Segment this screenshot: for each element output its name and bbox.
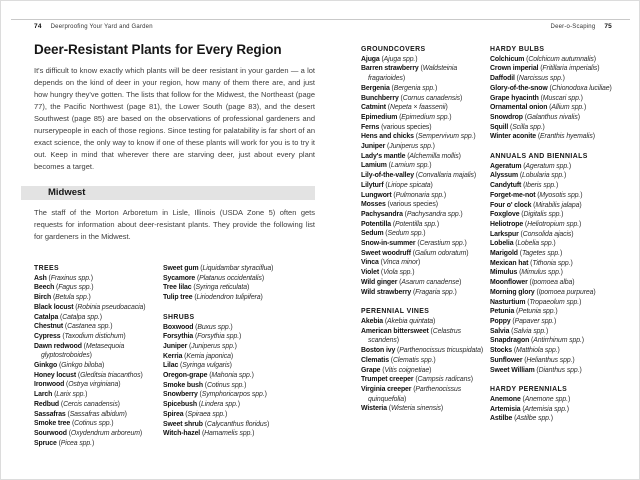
plant-item: Four o' clock (Mirabilis jalapa) xyxy=(490,201,582,209)
plant-item: Tulip tree (Liriodendron tulipifera) xyxy=(163,294,263,302)
plant-item: Squill (Scilla spp.) xyxy=(490,123,545,131)
plant-item: Bergenia (Bergenia spp.) xyxy=(361,84,438,92)
plant-item: Oregon-grape (Mahonia spp.) xyxy=(163,372,254,380)
plant-item: Sourwood (Oxydendrum arboreum) xyxy=(34,429,143,437)
plant-item: Lobelia (Lobelia spp.) xyxy=(490,240,556,248)
plant-item: Spirea (Spiraea spp.) xyxy=(163,410,228,418)
plant-group xyxy=(163,264,315,303)
plant-item: Mimulus (Mimulus spp.) xyxy=(490,269,563,277)
plant-item: Heliotrope (Heliotropium spp.) xyxy=(490,220,582,228)
plant-item: Ageratum (Ageratum spp.) xyxy=(490,162,572,170)
plant-item: Clematis (Clematis spp.) xyxy=(361,356,436,364)
plant-item: Beech (Fagus spp.) xyxy=(34,284,94,292)
page-title: Deer-Resistant Plants for Every Region xyxy=(34,42,282,57)
plant-item: Lamium (Lamium spp.) xyxy=(361,162,432,170)
plant-group-heading: HARDY PERENNIALS xyxy=(490,386,568,394)
section-header-midwest xyxy=(21,186,315,200)
plant-item: Black locust (Robinia pseudoacacia) xyxy=(34,303,146,311)
plant-item: Colchicum (Colchicum autumnalis) xyxy=(490,55,596,63)
section-title: Midwest xyxy=(48,187,86,198)
plant-item: Boston ivy (Parthenocissus tricuspidata) xyxy=(361,347,484,355)
plant-group xyxy=(490,385,616,424)
plant-list-column xyxy=(163,264,315,448)
plant-group-heading: TREES xyxy=(34,265,59,272)
plant-item: Lilac (Syringa vulgaris) xyxy=(163,362,232,370)
plant-item: Sassafras (Sassafras albidum) xyxy=(34,410,127,418)
running-head-right xyxy=(551,23,612,30)
plant-item: Lungwort (Pulmonaria spp.) xyxy=(361,191,447,199)
plant-item: Ferns (various species) xyxy=(361,123,432,131)
plant-item: Larch (Larix spp.) xyxy=(34,391,88,399)
plant-item: Artemisia (Artemisia spp.) xyxy=(490,405,569,413)
plant-item: Kerria (Kerria japonica) xyxy=(163,352,234,360)
plant-item: Smoke tree (Cotinus spp.) xyxy=(34,420,114,428)
plant-item: Ironwood (Ostrya virginiana) xyxy=(34,381,121,389)
plant-item: Spruce (Picea spp.) xyxy=(34,439,95,447)
plant-item: Daffodil (Narcissus spp.) xyxy=(490,75,565,83)
plant-item: Winter aconite (Eranthis hyemalis) xyxy=(490,133,595,141)
plant-item: Grape hyacinth (Muscari spp.) xyxy=(490,94,583,102)
left-page xyxy=(34,42,315,448)
plant-group-heading: PERENNIAL VINES xyxy=(361,308,430,316)
plant-list-column xyxy=(490,45,616,424)
plant-item: Marigold (Tagetes spp.) xyxy=(490,250,563,258)
plant-item: Sweet woodruff (Galium odoratum) xyxy=(361,249,469,257)
book-title: Deerproofing Your Yard and Garden xyxy=(50,24,153,30)
plant-item: Salvia (Salvia spp.) xyxy=(490,327,549,335)
plant-item: Akebia (Akebia quintata) xyxy=(361,317,436,325)
page-number-right: 75 xyxy=(604,23,612,30)
plant-item: Ash (Fraxinus spp.) xyxy=(34,274,93,282)
plant-item: Alyssum (Lobularia spp.) xyxy=(490,172,567,180)
chapter-title: Deer-o-Scaping xyxy=(550,24,596,30)
plant-item: Dawn redwood (Metasequoia glyptostroboides) xyxy=(34,342,125,360)
plant-item: Sedum (Sedum spp.) xyxy=(361,230,426,238)
plant-item: Sweet shrub (Calycanthus floridus) xyxy=(163,420,270,428)
plant-item: Vinca (Vinca minor) xyxy=(361,259,421,267)
plant-item: Lily-of-the-valley (Convallaria majalis) xyxy=(361,172,477,180)
plant-item: Spicebush (Lindera spp.) xyxy=(163,401,240,409)
plant-item: Chestnut (Castanea spp.) xyxy=(34,323,113,331)
plant-item: Morning glory (Ipomoea purpurea) xyxy=(490,288,596,296)
header-rule xyxy=(11,19,630,20)
running-head-left xyxy=(34,23,153,30)
plant-item: Snowdrop (Galanthus nivalis) xyxy=(490,113,580,121)
plant-item: Ajuga (Ajuga spp.) xyxy=(361,55,418,63)
plant-item: Sweet gum (Liquidambar styraciflua) xyxy=(163,265,274,272)
plant-item: Sycamore (Platanus occidentalis) xyxy=(163,274,265,282)
plant-item: Snapdragon (Antirrhinum spp.) xyxy=(490,337,584,345)
plant-item: Candytuft (Iberis spp.) xyxy=(490,182,559,190)
plant-list-column xyxy=(34,264,163,448)
plant-item: American bittersweet (Celastrus scandens) xyxy=(361,327,461,345)
plant-list-column xyxy=(361,45,490,424)
plant-item: Glory-of-the-snow (Chionodoxa luciliae) xyxy=(490,84,612,92)
plant-item: Larkspur (Consolida ajacis) xyxy=(490,230,574,238)
plant-item: Grape (Vitis coignetiae) xyxy=(361,366,432,374)
plant-item: Witch-hazel (Hamamelis spp.) xyxy=(163,430,255,438)
plant-item: Potentilla (Potentilla spp.) xyxy=(361,220,440,228)
plant-item: Lady's mantle (Alchemilla mollis) xyxy=(361,152,461,160)
plant-item: Foxglove (Digitalis spp.) xyxy=(490,211,564,219)
page-number-left: 74 xyxy=(34,23,42,30)
plant-item: Barren strawberry (Waldsteinia fragarioides) xyxy=(361,65,458,83)
plant-item: Crown imperial (Fritillaria imperialis) xyxy=(490,65,600,73)
plant-item: Wild strawberry (Fragaria spp.) xyxy=(361,288,457,296)
plant-item: Juniper (Juniperus spp.) xyxy=(361,143,435,151)
plant-item: Birch (Betula spp.) xyxy=(34,294,91,302)
plant-item: Trumpet creeper (Campsis radicans) xyxy=(361,376,473,384)
plant-item: Moonflower (Ipomoea alba) xyxy=(490,279,575,287)
plant-item: Tree lilac (Syringa reticulata) xyxy=(163,284,250,292)
intro-paragraph: It's difficult to know exactly which plants will be deer resistant in your garden — a lot depends on the kind of deer in your region, how many of them there are, and just how hungry they've gotten. The lists that follow for the Midwest, the Northeast (page 77), the Pacific Northwest (page 81), the Lower South (page 83), and the desert Southwest (page 85) are based on the observations of professional gardeners and nurserypeople in each of those regions. Since testing for palatability is far short of an exact science, the only way to know if one of these plants will work for you is to try it out. Keep in mind that wherever there are starving deer, just about every plant becomes a target. xyxy=(34,66,315,171)
plant-item: Stocks (Matthiola spp.) xyxy=(490,347,560,355)
plant-item: Ginkgo (Ginkgo biloba) xyxy=(34,362,105,370)
plant-group xyxy=(490,45,616,142)
plant-item: Catmint (Nepeta × faassenii) xyxy=(361,104,448,112)
plant-item: Wild ginger (Asarum canadense) xyxy=(361,278,462,286)
plant-item: Virginia creeper (Parthenocissus quinquefolia) xyxy=(361,385,462,403)
plant-group xyxy=(163,313,315,439)
plant-item: Violet (Viola spp.) xyxy=(361,269,415,277)
plant-item: Sunflower (Helianthus spp.) xyxy=(490,356,575,364)
plant-item: Catalpa (Catalpa spp.) xyxy=(34,313,102,321)
right-page xyxy=(361,45,616,424)
plant-group-heading: GROUNDCOVERS xyxy=(361,46,426,53)
plant-group xyxy=(361,45,490,297)
plant-item: Snowberry (Symphoricarpos spp.) xyxy=(163,391,267,399)
plant-item: Petunia (Petunia spp.) xyxy=(490,308,558,316)
plant-item: Poppy (Papaver spp.) xyxy=(490,317,557,325)
plant-item: Boxwood (Buxus spp.) xyxy=(163,323,233,331)
plant-item: Juniper (Juniperus spp.) xyxy=(163,342,237,350)
plant-item: Lilyturf (Liriope spicata) xyxy=(361,181,433,189)
plant-item: Bunchberry (Cornus canadensis) xyxy=(361,94,463,102)
plant-item: Astilbe (Astilbe spp.) xyxy=(490,415,553,423)
plant-group-heading: HARDY BULBS xyxy=(490,46,545,53)
plant-item: Pachysandra (Pachysandra spp.) xyxy=(361,210,463,218)
plant-group xyxy=(490,152,616,375)
plant-item: Forget-me-not (Myosotis spp.) xyxy=(490,191,583,199)
plant-item: Wisteria (Wisteria sinensis) xyxy=(361,405,444,413)
plant-item: Ornamental onion (Allium spp.) xyxy=(490,104,587,112)
plant-item: Epimedium (Epimedium spp.) xyxy=(361,113,452,121)
plant-item: Hens and chicks (Sempervivum spp.) xyxy=(361,133,476,141)
section-intro-paragraph: The staff of the Morton Arboretum in Lisle, Illinois (USDA Zone 5) often gets requests for information about deer-resistant plants. They provide the following list for gardeners in the Midwest. xyxy=(34,208,315,241)
plant-item: Smoke bush (Cotinus spp.) xyxy=(163,381,247,389)
plant-item: Anemone (Anemone spp.) xyxy=(490,395,571,403)
plant-group-heading: ANNUALS AND BIENNIALS xyxy=(490,153,588,161)
plant-item: Redbud (Cercis canadensis) xyxy=(34,400,120,408)
plant-item: Sweet William (Dianthus spp.) xyxy=(490,366,582,374)
plant-item: Cypress (Taxodium distichum) xyxy=(34,332,126,340)
plant-item: Snow-in-summer (Cerastium spp.) xyxy=(361,240,467,248)
plant-group-heading: SHRUBS xyxy=(163,313,195,321)
plant-item: Honey locust (Gleditsia triacanthos) xyxy=(34,371,143,379)
plant-item: Nasturtium (Tropaeolum spp.) xyxy=(490,298,582,306)
left-page-plant-lists xyxy=(34,264,315,448)
plant-item: Mexican hat (Tithonia spp.) xyxy=(490,259,573,267)
plant-item: Mosses (various species) xyxy=(361,201,438,209)
plant-group xyxy=(34,264,163,448)
plant-group xyxy=(361,307,490,414)
plant-item: Forsythia (Forsythia spp.) xyxy=(163,333,242,341)
